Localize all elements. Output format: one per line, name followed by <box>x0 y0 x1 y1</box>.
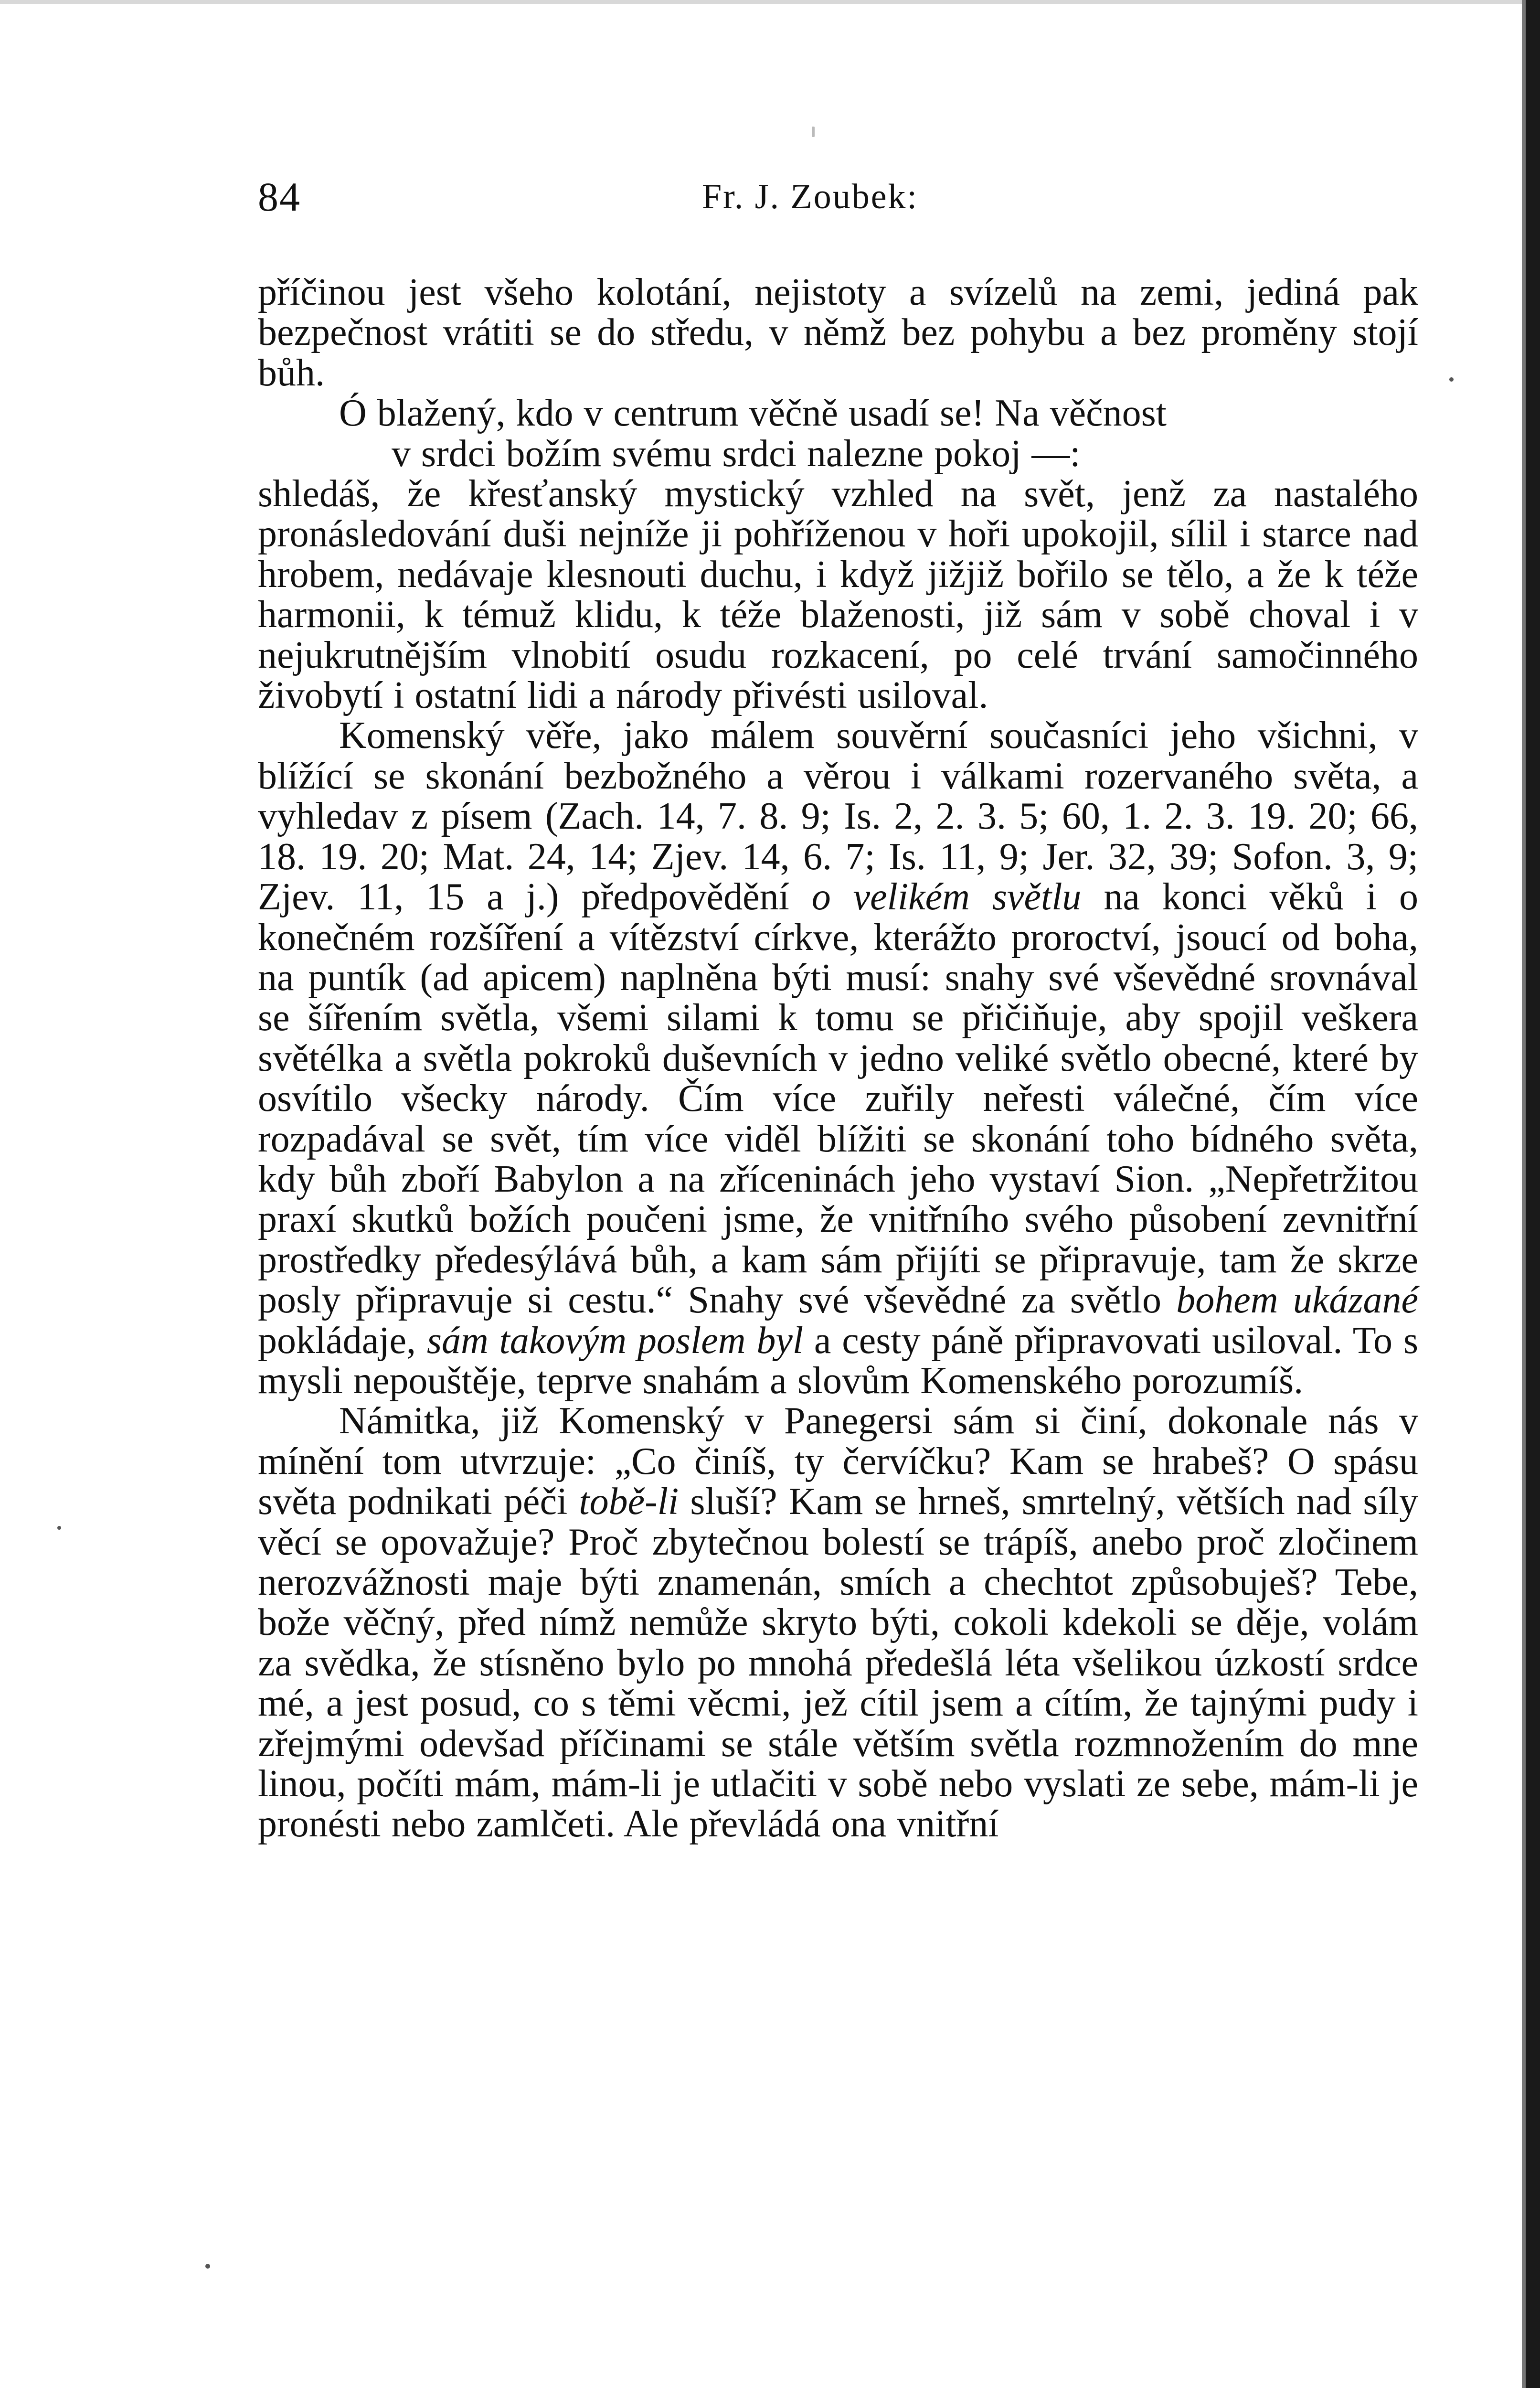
paragraph-3-part-c: pokládaje, <box>258 1319 416 1362</box>
print-speck <box>205 2264 210 2269</box>
paragraph-3-italic-3: sám takovým poslem byl <box>426 1319 804 1362</box>
paragraph-3 <box>258 715 1418 1401</box>
running-head: Fr. J. Zoubek: <box>702 177 919 216</box>
paragraph-4-part-a: Námitka, již Komenský v Panegersi sám si činí, dokonale nás v mínění tom utvrzuje: „Co činíš, ty červíčku? Kam se hrabeš? O spásu světa podnikati péči <box>258 1400 1418 1523</box>
page-number: 84 <box>258 174 301 220</box>
page-right-edge <box>1526 0 1540 2388</box>
paragraph-3-italic-2: bohem ukázané <box>1176 1279 1418 1322</box>
page-header <box>258 168 1421 225</box>
paragraph-3-italic-1: o velikém světlu <box>811 876 1082 918</box>
paragraph-4-italic-1: tobě-li <box>579 1481 679 1523</box>
page-top-edge <box>0 0 1540 4</box>
paragraph-3-part-b: na konci věků i o konečném rozšíření a vítězství církve, kterážto proroctví, jsoucí od boha, na puntík (ad apicem) naplněna býti musí: snahy své vševědné srovnával se šířením světla, všemi silami k tomu se přičiňuje, aby spojil veškera světélka a světla pokroků duševních v jedno veliké světlo obecné, které by osvítilo všecky národy. Čím více zuřily neřesti válečné, čím více rozpadával se svět, tím více viděl blížiti se skonání toho bídného světa, kdy bůh zboří Babylon a na zříceninách jeho vystaví Sion. „Nepřetržitou praxí skutků božích poučeni jsme, že vnitřního svého působení zevnitřní prostředky předesýlává bůh, a kam sám přijíti se připravuje, tam že skrze posly připravuje si cestu.“ Snahy své vševědné za světlo <box>258 876 1419 1322</box>
print-speck <box>812 127 815 137</box>
body-text <box>258 272 1418 1844</box>
paragraph-3-part-a: Komenský věře, jako málem souvěrní současníci jeho všichni, v blížící se skonání bezbožného a věrou i válkami rozervaného světa, a vyhledav z písem (Zach. 14, 7. 8. 9; Is. 2, 2. 3. 5; 60, 1. 2. 3. 19. 20; 66, 18. 19. 20; Mat. 24, 14; Zjev. 14, 6. 7; Is. 11, 9; Jer. 32, 39; Sofon. 3, 9; Zjev. 11, 15 a j.) předpovědění <box>258 714 1418 918</box>
page-right-shadow <box>1522 0 1526 2388</box>
paragraph-2: shledáš, že křesťanský mystický vzhled na svět, jenž za nastalého pronásledování duši nejníže ji pohříženou v hoři upokojil, sílil i starce nad hrobem, nedávaje klesnouti duchu, i když jižjiž bořilo se tělo, a že k téže harmonii, k témuž klidu, k téže blaženosti, již sám v sobě choval i v nejukrutnějším vlnobití osudu rozkacení, po celé trvání samočinného živobytí i ostatní lidi a národy přivésti usiloval. <box>258 473 1418 717</box>
paragraph-1: příčinou jest všeho kolotání, nejistoty a svízelů na zemi, jediná pak bezpečnost vrátiti se do středu, v němž bez pohybu a bez proměny stojí bůh. <box>258 271 1418 394</box>
print-speck <box>57 1526 61 1530</box>
paragraph-4-part-b: sluší? Kam se hrneš, smrtelný, větších nad síly věcí se opovažuje? Proč zbytečnou bolestí se trápíš, anebo proč zločinem nerozvážnosti maje býti znamenán, smích a chechtot způsobuješ? Tebe, bože věčný, před nímž nemůže skryto býti, cokoli kdekoli se děje, volám za svědka, že stísněno bylo po mnohá předešlá léta všelikou úzkostí srdce mé, a jest posud, co s těmi věcmi, jež cítil jsem a cítím, že tajnými pudy i zřejmými odevšad příčinami se stále větším světla rozmnožením do mne linou, počíti mám, mám-li je utlačiti v sobě nebo vyslati ze sebe, mám-li je pronésti nebo zamlčeti. Ale převládá ona vnitřní <box>258 1481 1419 1845</box>
verse-line-1: Ó blažený, kdo v centrum věčně usadí se! Na věčnost <box>339 392 1167 435</box>
paragraph-3-part-d: a cesty páně připravovati usiloval. To s mysli nepouštěje, teprve snahám a slovům Komenského porozumíš. <box>258 1319 1419 1402</box>
paragraph-4 <box>258 1401 1418 1844</box>
verse-line-2: v srdci božím svému srdci nalezne pokoj —: <box>392 432 1081 475</box>
verse-quote <box>258 393 1418 474</box>
print-speck <box>1449 377 1454 382</box>
